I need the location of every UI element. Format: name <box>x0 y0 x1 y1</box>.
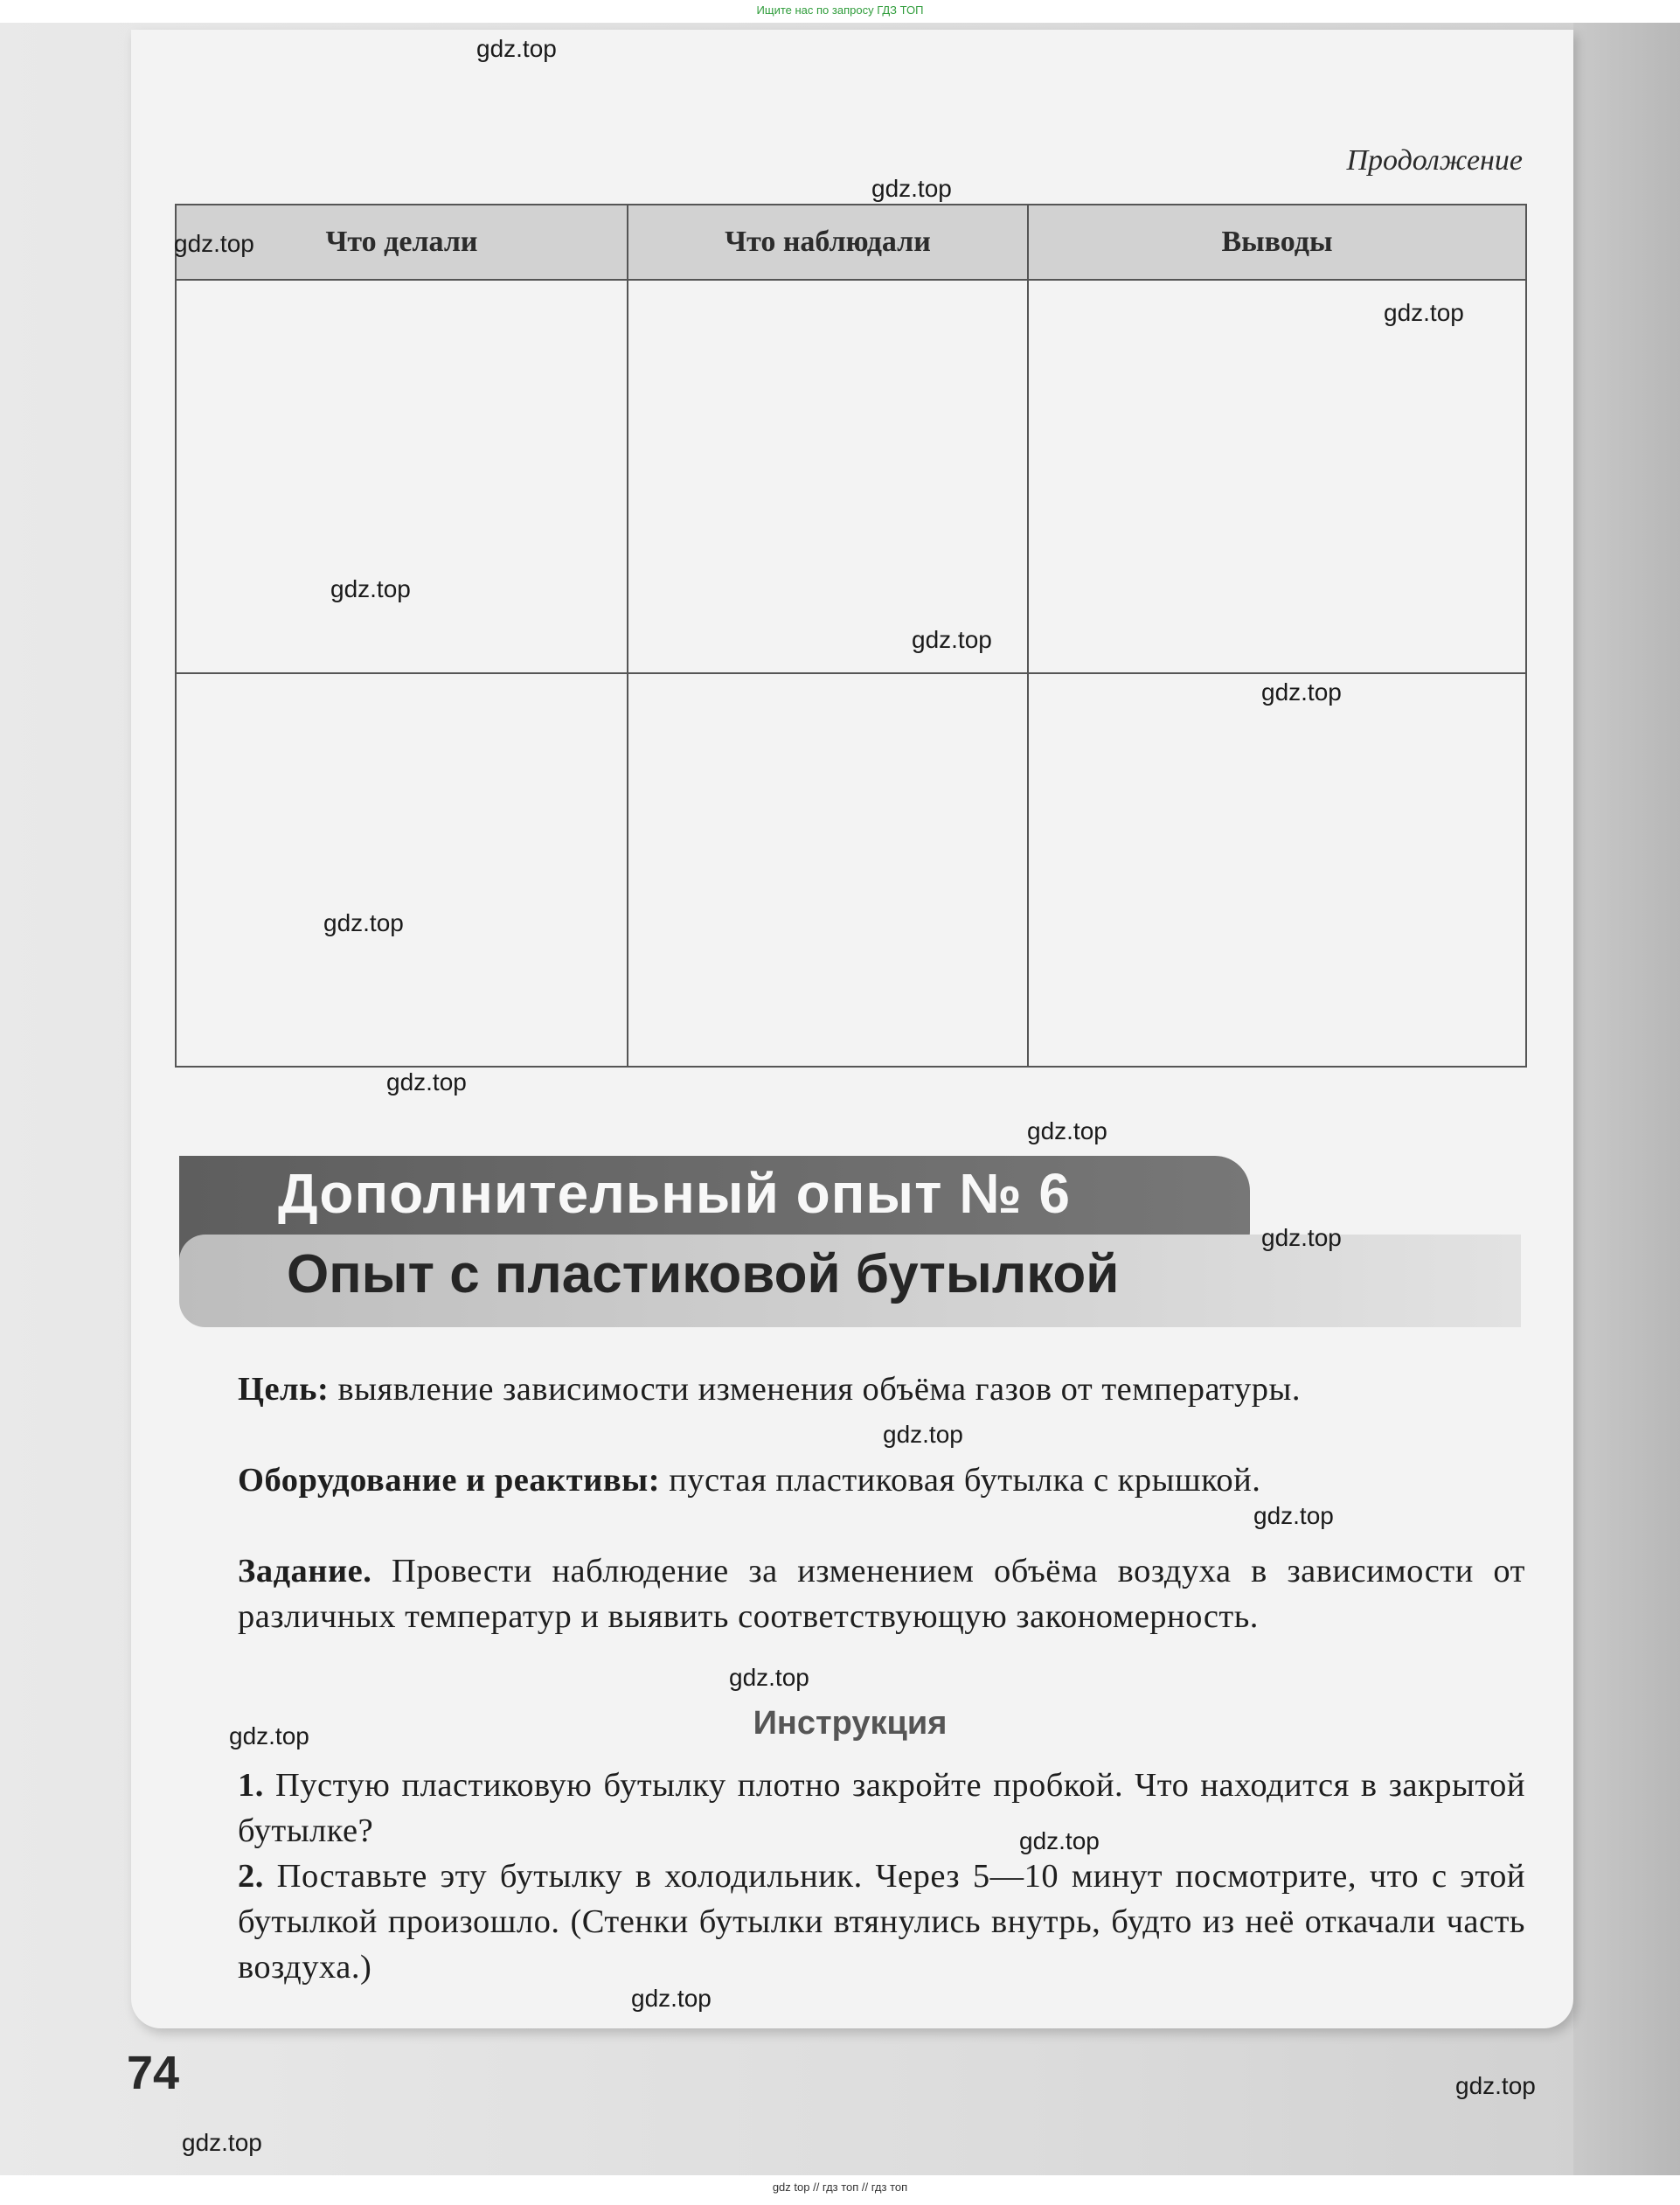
table-cell <box>176 673 628 1067</box>
watermark-text: gdz.top <box>1027 1117 1107 1144</box>
task-label: Задание. <box>238 1553 372 1589</box>
footer-note: gdz top // гдз топ // гдз топ <box>772 2181 908 2194</box>
table-cell <box>628 280 1028 673</box>
adjacent-page-edge <box>1573 23 1680 2175</box>
header-search-note: Ищите нас по запросу ГДЗ ТОП <box>756 3 924 17</box>
watermark-text: gdz.top <box>883 1421 963 1448</box>
table-header-row <box>176 205 1526 280</box>
watermark-text: gdz.top <box>1019 1827 1100 1854</box>
instruction-heading: Инструкция <box>753 1705 948 1742</box>
equipment-label: Оборудование и реактивы: <box>238 1462 661 1499</box>
step-number: 2. <box>238 1858 264 1895</box>
task-text: Провести наблюдение за изменением объёма воздуха в зависимости от различных температур и выявить соответствующую закономерность. <box>238 1553 1525 1635</box>
step-text: Пустую пластиковую бутылку плотно закройте пробкой. Что находится в закрытой бутылке? <box>238 1767 1525 1849</box>
table-row <box>176 280 1526 673</box>
watermark-text: gdz.top <box>386 1068 467 1096</box>
watermark-text: gdz.top <box>330 575 411 602</box>
watermark-text: gdz.top <box>1455 2072 1536 2099</box>
step-1-paragraph <box>175 1763 1525 1854</box>
watermark-text: gdz.top <box>476 35 557 62</box>
continuation-label: Продолжение <box>1346 144 1523 177</box>
table-cell <box>628 673 1028 1067</box>
step-number: 1. <box>238 1767 264 1804</box>
experiment-title: Дополнительный опыт № 6 <box>278 1162 1071 1225</box>
watermark-text: gdz.top <box>174 230 254 257</box>
goal-label: Цель: <box>238 1371 330 1408</box>
table-cell <box>1028 673 1526 1067</box>
watermark-text: gdz.top <box>1253 1502 1334 1529</box>
page-number: 74 <box>127 2047 180 2099</box>
watermark-text: gdz.top <box>229 1722 309 1749</box>
table-row <box>176 673 1526 1067</box>
watermark-text: gdz.top <box>871 175 952 202</box>
equipment-paragraph <box>175 1457 1525 1503</box>
experiment-subtitle: Опыт с пластиковой бутылкой <box>287 1244 1120 1304</box>
table-cell <box>176 280 628 673</box>
equipment-text: пустая пластиковая бутылка с крышкой. <box>660 1462 1261 1499</box>
watermark-text: gdz.top <box>631 1985 712 2012</box>
table-cell <box>1028 280 1526 673</box>
step-text: Поставьте эту бутылку в холодильник. Через 5—10 минут посмотрите, что с этой бутылкой произошло. (Стенки бутылки втянулись внутрь, будто из неё откачали часть воздуха.) <box>238 1858 1525 1986</box>
column-header-what-observed: Что наблюдали <box>628 205 1028 280</box>
column-header-what-done: Что делали <box>176 205 628 280</box>
watermark-text: gdz.top <box>912 626 992 653</box>
step-2-paragraph <box>175 1854 1525 1990</box>
watermark-text: gdz.top <box>323 909 404 936</box>
goal-paragraph <box>175 1367 1525 1412</box>
watermark-text: gdz.top <box>1261 678 1342 706</box>
column-header-conclusions: Выводы <box>1028 205 1526 280</box>
observation-table <box>175 204 1527 1068</box>
watermark-text: gdz.top <box>1384 299 1464 326</box>
watermark-text: gdz.top <box>729 1664 809 1691</box>
watermark-text: gdz.top <box>182 2129 262 2156</box>
goal-text: выявление зависимости изменения объёма газов от температуры. <box>329 1371 1301 1408</box>
watermark-text: gdz.top <box>1261 1224 1342 1251</box>
task-paragraph <box>175 1548 1525 1639</box>
